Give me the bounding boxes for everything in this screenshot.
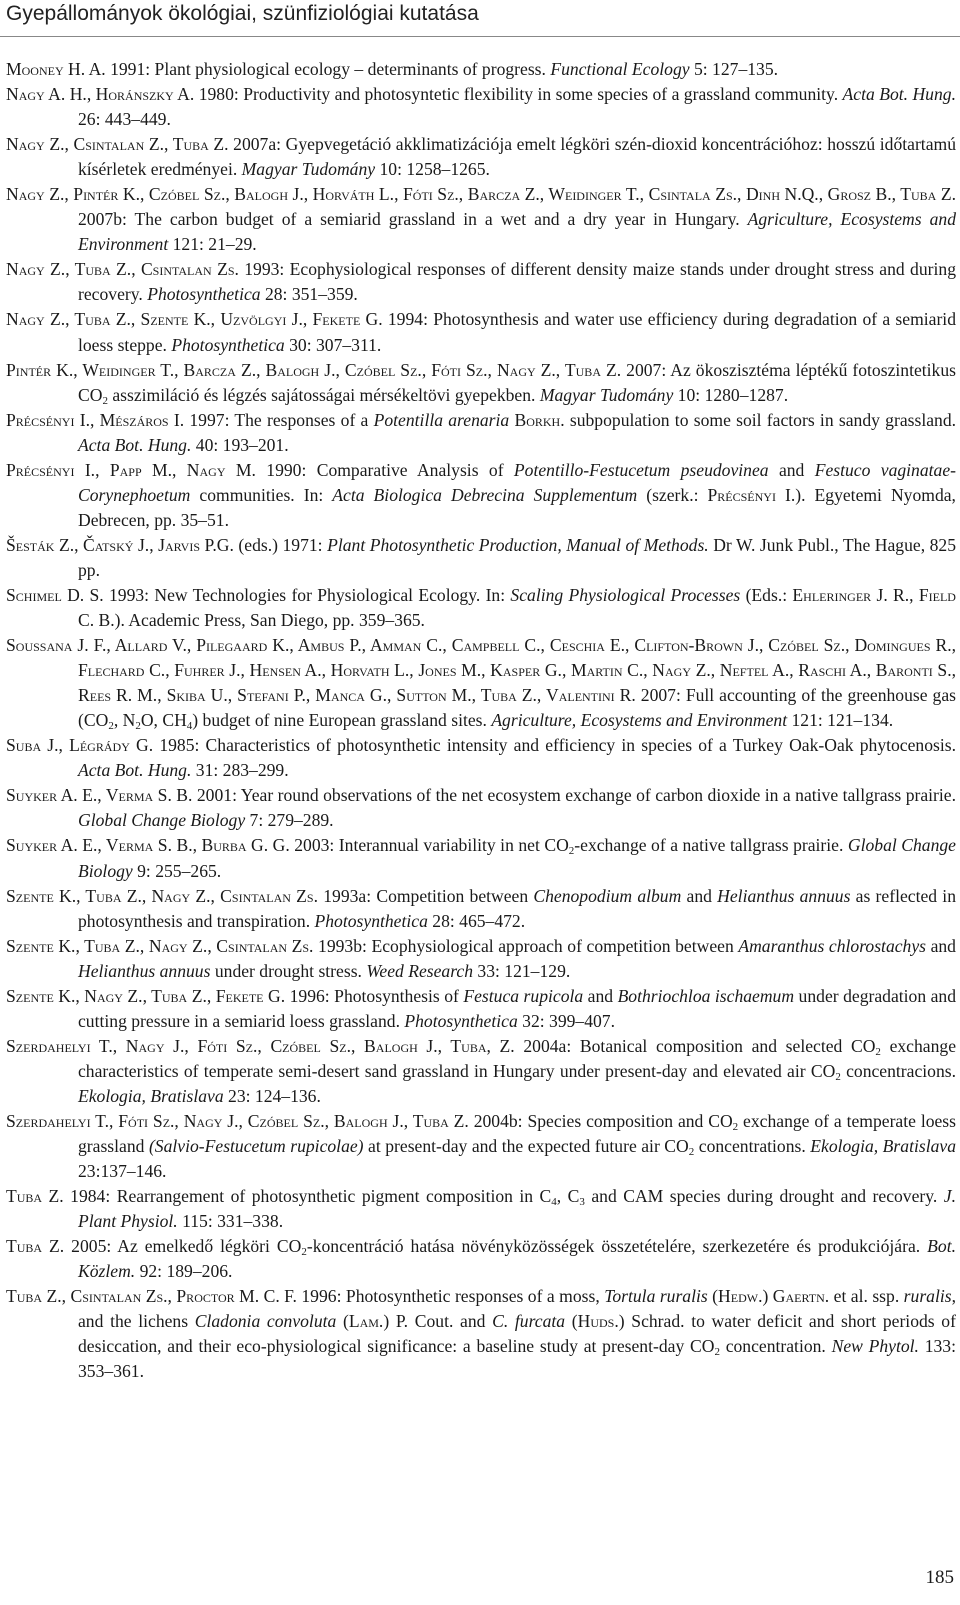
ref-italic: Plant Photosynthetic Production, Manual of Methods. — [327, 534, 709, 555]
ref-authors: Hedw. — [718, 1286, 763, 1307]
ref-text: 23:137–146. — [78, 1161, 167, 1182]
ref-authors: Soussana J. F., Allard V., Pilegaard K., Ambus P., Amman C., Campbell C., Ceschia E., Clifton-Brown J., Czóbel Sz., Domingues R., Flechard C., Fuhrer J., Hensen A., Horvath L., Jones M., Kasper G., Martin C., Nagy Z., Neftel A., Raschi A., Baronti S., Rees R. M., Skiba U., Stefani P., Manca G., Sutton M., Tuba Z., Valentini R. — [6, 635, 956, 706]
ref-authors: Szerdahelyi T., Nagy J., Fóti Sz., Czóbel Sz., Balogh J., Tuba, Z. — [6, 1035, 515, 1056]
reference-entry — [6, 1284, 956, 1384]
ref-text: and — [926, 935, 956, 956]
ref-text: 2004b: Species composition and CO — [468, 1110, 733, 1131]
reference-entry — [6, 458, 956, 533]
ref-text: 1991: Plant physiological ecology – determinants of progress. — [105, 59, 551, 79]
ref-text: under drought stress. — [210, 960, 367, 981]
ref-italic: Acta Bot. Hung. — [78, 434, 192, 455]
ref-italic: Festuco vaginatae-Corynephoetum — [78, 459, 956, 505]
page-number: 185 — [925, 1567, 954, 1588]
ref-authors: Précsényi I., Mészáros I. — [6, 409, 185, 430]
ref-text: 32: 399–407. — [517, 1010, 616, 1031]
ref-subscript: 2 — [835, 1070, 841, 1083]
ref-text: 1993: Ecophysiological responses of different density maize stands under drought stress and during recovery. — [78, 259, 956, 305]
ref-text: ) P. Cout. and — [383, 1311, 493, 1332]
ref-italic: Tortula ruralis — [604, 1286, 708, 1307]
reference-entry — [6, 533, 956, 583]
ref-text: concentrations. — [694, 1136, 811, 1157]
reference-entry — [6, 257, 956, 307]
ref-authors: Nagy Z., Pintér K., Czóbel Sz., Balogh J., Horváth L., Fóti Sz., Barcza Z., Weidinger T., Csintala Zs., Dinh N.Q., Grosz B., Tuba Z. — [6, 184, 956, 205]
ref-authors: Szente K., Tuba Z., Nagy Z., Csintalan Zs. — [6, 935, 314, 956]
ref-text: and — [681, 885, 718, 906]
ref-text: 2007: Full accounting of the greenhouse gas (CO — [78, 685, 956, 731]
ref-text: 28: 465–472. — [427, 910, 526, 931]
ref-text: 1993a: Competition between — [318, 885, 534, 906]
ref-text: 33: 121–129. — [473, 960, 571, 981]
ref-authors: Précsényi I. — [707, 484, 796, 505]
ref-authors: Nagy Z., Csintalan Z., Tuba Z. — [6, 134, 229, 155]
ref-authors: Nagy Z., Tuba Z., Csintalan Zs. — [6, 259, 239, 280]
reference-entry — [6, 182, 956, 257]
ref-italic: Bothriochloa ischaemum — [617, 985, 795, 1006]
ref-authors: Gaertn. — [772, 1286, 830, 1307]
reference-entry — [6, 783, 956, 833]
ref-italic: Ekologia, Bratislava — [78, 1085, 224, 1106]
ref-text: et al. ssp. — [829, 1286, 904, 1307]
reference-entry — [6, 82, 956, 132]
ref-authors: Mooney H. A. — [6, 59, 106, 79]
ref-text: 5: 127–135. — [689, 59, 779, 79]
ref-authors: Tuba Z., Csintalan Zs., Proctor M. C. F. — [6, 1286, 297, 1307]
ref-subscript: 2 — [714, 1346, 720, 1359]
ref-text: and — [768, 459, 815, 480]
ref-text: 30: 307–311. — [284, 334, 382, 355]
ref-text: 40: 193–201. — [191, 434, 289, 455]
reference-entry — [6, 132, 956, 182]
ref-italic: Ekologia, Bratislava — [810, 1136, 956, 1157]
ref-text: ) Schrad. to water deficit and short periods of desiccation, and their eco-physiological significance: a baseline study at present-day CO — [78, 1311, 956, 1357]
ref-text: Dr W. Junk Publ., The Hague, 825 pp. — [78, 534, 957, 580]
ref-text: ( — [565, 1311, 578, 1332]
ref-text: , C — [556, 1186, 580, 1207]
ref-text: 28: 351–359. — [260, 284, 358, 305]
ref-text: 1984: Rearrangement of photosynthetic pigment composition in C — [63, 1186, 552, 1207]
ref-text: 2001: Year round observations of the net ecosystem exchange of carbon dioxide in a native tallgrass prairie. — [192, 785, 956, 806]
ref-italic: Scaling Physiological Processes — [510, 584, 741, 605]
ref-text: ( — [707, 1286, 719, 1307]
ref-italic: Acta Biologica Debrecina Supplementum — [332, 484, 638, 505]
ref-authors: Szente K., Tuba Z., Nagy Z., Csintalan Zs. — [6, 885, 318, 906]
ref-text: 26: 443–449. — [78, 109, 171, 130]
ref-authors: Nagy Z., Tuba Z., Szente K., Uzvölgyi J., Fekete G. — [6, 309, 383, 330]
ref-text: 23: 124–136. — [223, 1085, 321, 1106]
ref-subscript: 2 — [568, 845, 575, 858]
reference-entry — [6, 583, 956, 633]
ref-text: ( — [336, 1311, 349, 1332]
ref-italic: Photosynthetica — [404, 1010, 518, 1031]
ref-italic: Potentilla arenaria — [373, 409, 510, 430]
ref-text: 1994: Photosynthesis and water use efficiency during degradation of a semiarid loess steppe. — [78, 309, 956, 355]
ref-text: ) budget of nine European grassland sites. — [192, 710, 492, 731]
ref-text: -koncentráció hatása növényközösségek összetételére, szerkezetére és produkciójára. — [306, 1236, 928, 1257]
ref-text: (Eds.: — [740, 584, 793, 605]
ref-text: 1985: Characteristics of photosynthetic intensity and efficiency in species of a Turkey Oak-Oak phytocenosis. — [153, 735, 956, 756]
ref-text: (eds.) 1971: — [233, 534, 328, 555]
ref-text: 1993: New Technologies for Physiological Ecology. In: — [103, 584, 511, 605]
ref-text: 2007b: The carbon budget of a semiarid grassland in a wet and a dry year in Hungary. — [78, 209, 748, 230]
reference-entry — [6, 1109, 956, 1184]
ref-authors: Szerdahelyi T., Fóti Sz., Nagy J., Czóbel Sz., Balogh J., Tuba Z. — [6, 1110, 469, 1131]
ref-text: 2007a: Gyepvegetáció akklimatizációja emelt légköri szén-dioxid koncentrációhoz: hosszú időtartamú kísérletek eredményei. — [78, 134, 956, 180]
ref-italic: Global Change Biology — [78, 835, 956, 881]
ref-text: 1990: Comparative Analysis of — [255, 459, 514, 480]
ref-text: 133: 353–361. — [78, 1336, 956, 1382]
ref-text: under degradation and cutting pressure in a semiarid loess grassland. — [78, 985, 957, 1031]
ref-text: ). Academic Press, San Diego, pp. 359–365. — [114, 610, 425, 631]
reference-entry — [6, 934, 956, 984]
reference-entry — [6, 984, 956, 1034]
ref-text: 7: 279–289. — [245, 810, 334, 831]
ref-italic: J. Plant Physiol. — [78, 1186, 956, 1232]
ref-subscript: 2 — [102, 394, 108, 407]
ref-italic: Acta Bot. Hung. — [842, 84, 956, 105]
ref-text: 1996: Photosynthesis of — [285, 985, 464, 1006]
reference-entry — [6, 633, 956, 733]
ref-subscript: 3 — [579, 1196, 585, 1209]
ref-text: , and the lichens — [78, 1286, 956, 1332]
header-title: Gyepállományok ökológiai, szünfiziológiai kutatása — [6, 2, 479, 25]
ref-subscript: 2 — [301, 1246, 307, 1259]
ref-text: subpopulation to some soil factors in sandy grassland. — [564, 409, 957, 430]
reference-entry — [6, 1234, 956, 1284]
ref-authors: Précsényi I., Papp M., Nagy M. — [6, 459, 256, 480]
ref-italic: Weed Research — [366, 960, 474, 981]
ref-text: as reflected in photosynthesis and transpiration. — [78, 885, 956, 931]
ref-authors: Nagy A. H., Horánszky A. — [6, 84, 195, 105]
ref-italic: ruralis — [903, 1286, 952, 1307]
ref-text: communities. In: — [190, 484, 333, 505]
ref-authors: Lam. — [348, 1311, 384, 1332]
ref-italic: (Salvio-Festucetum rupicolae) — [148, 1136, 364, 1157]
ref-text: 10: 1258–1265. — [375, 159, 490, 180]
ref-subscript: 2 — [135, 720, 141, 733]
ref-italic: Photosynthetica — [314, 910, 428, 931]
reference-entry — [6, 57, 956, 82]
ref-authors: Ehleringer J. R., Field C. B. — [78, 584, 956, 631]
ref-italic: Agriculture, Ecosystems and Environment — [491, 710, 788, 731]
reference-entry — [6, 1034, 956, 1109]
running-header — [0, 0, 960, 37]
ref-text: 121: 21–29. — [168, 234, 257, 255]
ref-authors: Tuba Z. — [6, 1186, 64, 1207]
reference-entry — [6, 307, 956, 357]
ref-italic: Magyar Tudomány — [241, 159, 376, 180]
ref-text: 115: 331–338. — [177, 1211, 284, 1232]
ref-text: 2003: Interannual variability in net CO — [289, 835, 569, 856]
ref-italic: Functional Ecology — [550, 59, 690, 79]
ref-authors: Borkh. — [514, 409, 565, 430]
ref-text: concentracions. — [840, 1060, 956, 1081]
ref-text: 1980: Productivity and photosyntetic flexibility in some species of a grassland community. — [194, 84, 843, 105]
ref-authors: Pintér K., Weidinger T., Barcza Z., Balogh J., Czóbel Sz., Fóti Sz., Nagy Z., Tuba Z. — [6, 359, 622, 380]
reference-entry — [6, 833, 956, 883]
ref-italic: Photosynthetica — [171, 334, 285, 355]
ref-text: -exchange of a native tallgrass prairie. — [574, 835, 848, 856]
ref-italic: Cladonia convoluta — [194, 1311, 337, 1332]
ref-authors: Suba J., Légrády G. — [6, 735, 154, 756]
ref-subscript: 2 — [108, 720, 114, 733]
ref-text: 10: 1280–1287. — [673, 384, 789, 405]
reference-list — [6, 57, 956, 1384]
ref-text: 2007: Az ökoszisztéma léptékű fotoszintetikus CO — [78, 359, 956, 405]
ref-text: (szerk.: — [637, 484, 708, 505]
ref-subscript: 4 — [551, 1196, 557, 1209]
ref-italic: Potentillo-Festucetum pseudovinea — [513, 459, 769, 480]
ref-italic: Photosynthetica — [147, 284, 261, 305]
ref-italic: Agriculture, Ecosystems and Environment — [78, 209, 956, 255]
ref-text: ). Egyetemi Nyomda, Debrecen, pp. 35–51. — [78, 484, 956, 530]
ref-italic: Amaranthus chlorostachys — [738, 935, 926, 956]
reference-entry — [6, 884, 956, 934]
ref-italic: C. furcata — [492, 1311, 566, 1332]
reference-entry — [6, 408, 956, 458]
ref-authors: Tuba Z. — [6, 1236, 65, 1257]
ref-italic: Global Change Biology — [78, 810, 246, 831]
ref-italic: Helianthus annuus — [717, 885, 851, 906]
ref-text: 92: 189–206. — [135, 1261, 233, 1282]
ref-authors: Huds. — [577, 1311, 619, 1332]
ref-italic: Chenopodium album — [533, 885, 682, 906]
ref-text: exchange characteristics of temperate semi-desert sand grassland in Hungary under present-day and elevated air CO — [78, 1035, 956, 1081]
ref-text: 1993b: Ecophysiological approach of competition between — [313, 935, 739, 956]
ref-text: concentration. — [719, 1336, 832, 1357]
ref-text: O, CH — [140, 710, 187, 731]
ref-text: at present-day and the expected future air CO — [363, 1136, 689, 1157]
ref-italic: Festuca rupicola — [463, 985, 584, 1006]
ref-subscript: 2 — [688, 1146, 695, 1159]
reference-entry — [6, 733, 956, 783]
ref-text: 2005: Az emelkedő légköri CO — [64, 1236, 302, 1257]
ref-text: asszimiláció és légzés sajátosságai mérsékeltövi gyepekben. — [107, 384, 540, 405]
ref-italic: Magyar Tudomány — [539, 384, 674, 405]
ref-text: ) — [762, 1286, 773, 1307]
ref-authors: Szente K., Nagy Z., Tuba Z., Fekete G. — [6, 985, 286, 1006]
ref-authors: Suyker A. E., Verma S. B. — [6, 785, 193, 806]
ref-text: 31: 283–299. — [191, 760, 289, 781]
ref-italic: Acta Bot. Hung. — [78, 760, 192, 781]
ref-text: 2004a: Botanical composition and selected CO — [514, 1035, 876, 1056]
ref-text: 1997: The responses of a — [184, 409, 374, 430]
ref-italic: New Phytol. — [831, 1336, 919, 1357]
ref-subscript: 2 — [732, 1120, 739, 1133]
ref-text: exchange of a temperate loess grassland — [78, 1110, 957, 1157]
ref-text: , N — [113, 710, 136, 731]
ref-text: 9: 255–265. — [132, 860, 222, 881]
reference-entry — [6, 358, 956, 408]
ref-italic: Helianthus annuus — [78, 960, 211, 981]
reference-entry — [6, 1184, 956, 1234]
ref-authors: Suyker A. E., Verma S. B., Burba G. G. — [6, 835, 290, 856]
ref-text: 1996: Photosynthetic responses of a moss, — [296, 1286, 605, 1307]
ref-text: and CAM species during drought and recovery. — [584, 1186, 944, 1207]
ref-text: and — [583, 985, 618, 1006]
ref-italic: Bot. Közlem. — [78, 1236, 956, 1282]
ref-subscript: 4 — [186, 720, 193, 733]
ref-authors: Šesták Z., Čatský J., Jarvis P.G. — [6, 534, 234, 555]
ref-text: 121: 121–134. — [787, 710, 894, 731]
ref-authors: Schimel D. S. — [6, 584, 104, 605]
ref-subscript: 2 — [875, 1045, 881, 1058]
